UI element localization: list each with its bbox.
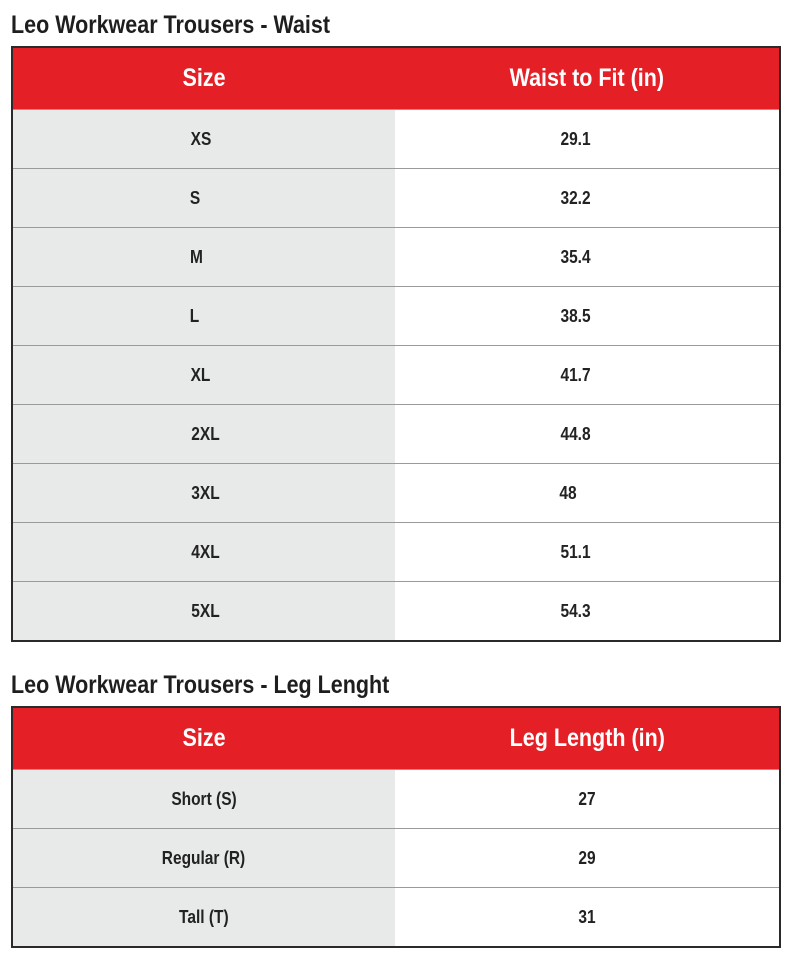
size-cell: Tall (T) xyxy=(12,888,395,948)
table-row xyxy=(12,287,780,346)
leg-value-cell: 31 xyxy=(395,888,780,948)
table-header-row xyxy=(12,47,780,110)
header-size: Size xyxy=(12,707,395,770)
waist-value-cell: 29.1 xyxy=(395,110,780,169)
leg-value-cell: 29 xyxy=(395,829,780,888)
header-leg-length: Leg Length (in) xyxy=(395,707,780,770)
table-row xyxy=(12,829,780,888)
size-cell: L xyxy=(12,287,395,346)
waist-value-cell: 44.8 xyxy=(395,405,780,464)
waist-value-cell: 35.4 xyxy=(395,228,780,287)
size-cell: 2XL xyxy=(12,405,395,464)
waist-value-cell: 48 xyxy=(395,464,780,523)
waist-value-cell: 51.1 xyxy=(395,523,780,582)
table-row xyxy=(12,169,780,228)
table-row xyxy=(12,888,780,948)
table-row xyxy=(12,110,780,169)
table-row xyxy=(12,405,780,464)
table-row xyxy=(12,228,780,287)
size-cell: Regular (R) xyxy=(12,829,395,888)
header-waist-to-fit: Waist to Fit (in) xyxy=(395,47,780,110)
size-cell: XS xyxy=(12,110,395,169)
waist-size-table xyxy=(11,46,781,642)
waist-value-cell: 54.3 xyxy=(395,582,780,642)
leg-value-cell: 27 xyxy=(395,770,780,829)
table-row xyxy=(12,582,780,642)
size-cell: M xyxy=(12,228,395,287)
size-cell: 5XL xyxy=(12,582,395,642)
waist-table-title: Leo Workwear Trousers - Waist xyxy=(11,11,331,39)
size-cell: XL xyxy=(12,346,395,405)
waist-value-cell: 38.5 xyxy=(395,287,780,346)
leg-length-table xyxy=(11,706,781,948)
table-row xyxy=(12,346,780,405)
waist-value-cell: 32.2 xyxy=(395,169,780,228)
size-cell: Short (S) xyxy=(12,770,395,829)
table-row xyxy=(12,770,780,829)
table-header-row xyxy=(12,707,780,770)
header-size: Size xyxy=(12,47,395,110)
size-cell: 4XL xyxy=(12,523,395,582)
waist-value-cell: 41.7 xyxy=(395,346,780,405)
size-cell: 3XL xyxy=(12,464,395,523)
size-cell: S xyxy=(12,169,395,228)
table-row xyxy=(12,523,780,582)
leg-table-title: Leo Workwear Trousers - Leg Lenght xyxy=(11,671,390,699)
table-row xyxy=(12,464,780,523)
